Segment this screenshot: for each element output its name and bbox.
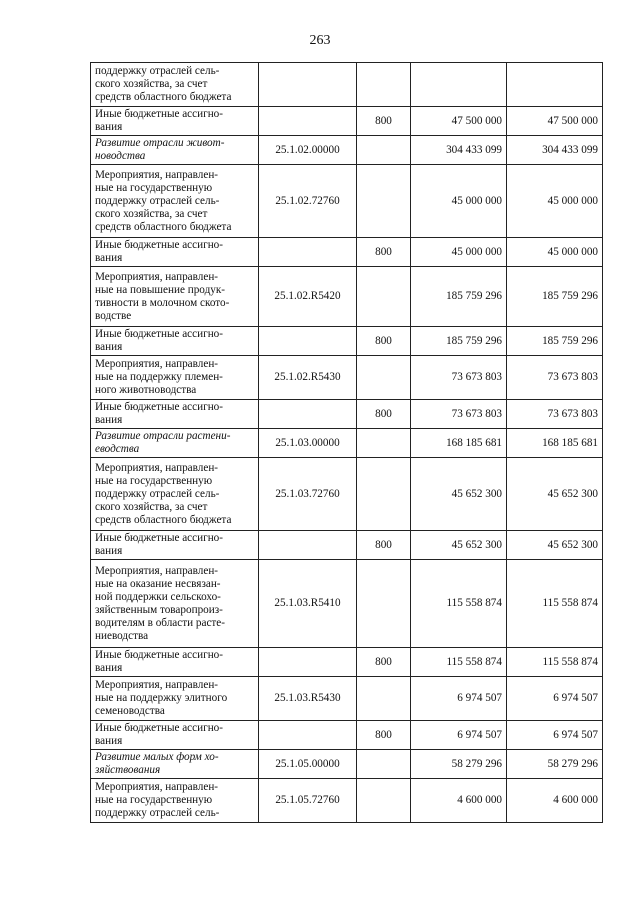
row-name-line: Развитие отрасли живот- bbox=[95, 137, 225, 149]
expense-type-cell bbox=[357, 458, 411, 531]
expense-type-cell: 800 bbox=[357, 238, 411, 267]
expense-type-cell: 800 bbox=[357, 531, 411, 560]
table-row bbox=[91, 400, 603, 429]
row-name-line: водителям в области расте- bbox=[95, 616, 225, 629]
amount-cell-1: 185 759 296 bbox=[411, 327, 507, 356]
amount-cell-2: 185 759 296 bbox=[507, 327, 603, 356]
expense-type-cell bbox=[357, 267, 411, 327]
table-row bbox=[91, 560, 603, 648]
row-name-line: вания bbox=[95, 341, 123, 353]
expense-type-cell bbox=[357, 750, 411, 779]
row-name-line: средств областного бюджета bbox=[95, 91, 232, 103]
row-name-line: ниеводства bbox=[95, 629, 149, 642]
row-name-line: Иные бюджетные ассигно- bbox=[95, 649, 223, 661]
row-name-cell bbox=[91, 458, 259, 531]
amount-cell-1: 168 185 681 bbox=[411, 429, 507, 458]
row-name-line: тивности в молочном ското- bbox=[95, 296, 230, 309]
amount-cell-1: 47 500 000 bbox=[411, 107, 507, 136]
table-row bbox=[91, 779, 603, 823]
amount-cell-1: 6 974 507 bbox=[411, 677, 507, 721]
table-row bbox=[91, 327, 603, 356]
row-name-cell bbox=[91, 107, 259, 136]
row-name-cell bbox=[91, 267, 259, 327]
row-name-cell bbox=[91, 531, 259, 560]
target-code-cell bbox=[259, 531, 357, 560]
row-name-line: ные на государственную bbox=[95, 474, 213, 487]
target-code-cell: 25.1.03.00000 bbox=[259, 429, 357, 458]
expense-type-cell: 800 bbox=[357, 721, 411, 750]
amount-cell-2: 73 673 803 bbox=[507, 356, 603, 400]
row-name-line: Мероприятия, направлен- bbox=[95, 781, 219, 793]
table-row bbox=[91, 238, 603, 267]
row-name-cell bbox=[91, 165, 259, 238]
row-name-line: Иные бюджетные ассигно- bbox=[95, 108, 223, 120]
row-name-cell bbox=[91, 356, 259, 400]
target-code-cell bbox=[259, 63, 357, 107]
row-name-line: поддержку отраслей сель- bbox=[95, 487, 220, 500]
table-row bbox=[91, 267, 603, 327]
row-name-cell bbox=[91, 327, 259, 356]
target-code-cell: 25.1.02.00000 bbox=[259, 136, 357, 165]
amount-cell-1: 45 652 300 bbox=[411, 458, 507, 531]
target-code-cell bbox=[259, 400, 357, 429]
row-name-line: ные на государственную bbox=[95, 794, 213, 806]
row-name-line: ского хозяйства, за счет bbox=[95, 78, 208, 90]
table-row bbox=[91, 750, 603, 779]
row-name-line: вания bbox=[95, 735, 123, 747]
amount-cell-2: 45 652 300 bbox=[507, 458, 603, 531]
amount-cell-2: 6 974 507 bbox=[507, 677, 603, 721]
amount-cell-2: 45 652 300 bbox=[507, 531, 603, 560]
expense-type-cell bbox=[357, 429, 411, 458]
amount-cell-2: 73 673 803 bbox=[507, 400, 603, 429]
amount-cell-1: 4 600 000 bbox=[411, 779, 507, 823]
row-name-cell bbox=[91, 136, 259, 165]
row-name-line: ского хозяйства, за счет bbox=[95, 500, 208, 513]
row-name-line: вания bbox=[95, 414, 123, 426]
row-name-line: Иные бюджетные ассигно- bbox=[95, 532, 223, 544]
row-name-line: Иные бюджетные ассигно- bbox=[95, 328, 223, 340]
row-name-line: Иные бюджетные ассигно- bbox=[95, 401, 223, 413]
row-name-line: вания bbox=[95, 252, 123, 264]
row-name-cell bbox=[91, 648, 259, 677]
row-name-line: зяйствования bbox=[95, 764, 161, 776]
row-name-line: Мероприятия, направлен- bbox=[95, 168, 219, 181]
target-code-cell bbox=[259, 648, 357, 677]
row-name-line: вания bbox=[95, 545, 123, 557]
row-name-line: Мероприятия, направлен- bbox=[95, 270, 219, 283]
amount-cell-1: 73 673 803 bbox=[411, 400, 507, 429]
row-name-line: Мероприятия, направлен- bbox=[95, 679, 219, 691]
expense-type-cell bbox=[357, 677, 411, 721]
target-code-cell: 25.1.03.R5430 bbox=[259, 677, 357, 721]
budget-table-body bbox=[91, 63, 603, 823]
amount-cell-1 bbox=[411, 63, 507, 107]
row-name-cell bbox=[91, 238, 259, 267]
row-name-cell bbox=[91, 721, 259, 750]
target-code-cell: 25.1.03.72760 bbox=[259, 458, 357, 531]
table-row bbox=[91, 63, 603, 107]
row-name-cell bbox=[91, 779, 259, 823]
expense-type-cell bbox=[357, 136, 411, 165]
row-name-cell bbox=[91, 677, 259, 721]
table-row bbox=[91, 136, 603, 165]
amount-cell-2 bbox=[507, 63, 603, 107]
table-row bbox=[91, 721, 603, 750]
target-code-cell: 25.1.02.R5420 bbox=[259, 267, 357, 327]
expense-type-cell: 800 bbox=[357, 648, 411, 677]
amount-cell-2: 58 279 296 bbox=[507, 750, 603, 779]
row-name-line: новодства bbox=[95, 150, 146, 162]
amount-cell-1: 45 000 000 bbox=[411, 165, 507, 238]
row-name-line: Иные бюджетные ассигно- bbox=[95, 722, 223, 734]
row-name-line: вания bbox=[95, 662, 123, 674]
expense-type-cell bbox=[357, 165, 411, 238]
amount-cell-2: 4 600 000 bbox=[507, 779, 603, 823]
amount-cell-1: 115 558 874 bbox=[411, 560, 507, 648]
table-row bbox=[91, 356, 603, 400]
row-name-line: Мероприятия, направлен- bbox=[95, 564, 219, 577]
table-row bbox=[91, 429, 603, 458]
amount-cell-1: 6 974 507 bbox=[411, 721, 507, 750]
row-name-cell bbox=[91, 560, 259, 648]
row-name-line: Мероприятия, направлен- bbox=[95, 461, 219, 474]
row-name-cell bbox=[91, 429, 259, 458]
row-name-line: ные на государственную bbox=[95, 181, 213, 194]
target-code-cell bbox=[259, 327, 357, 356]
table-row bbox=[91, 648, 603, 677]
amount-cell-2: 45 000 000 bbox=[507, 165, 603, 238]
row-name-cell bbox=[91, 63, 259, 107]
row-name-line: Развитие малых форм хо- bbox=[95, 751, 219, 763]
table-row bbox=[91, 677, 603, 721]
amount-cell-1: 45 000 000 bbox=[411, 238, 507, 267]
target-code-cell bbox=[259, 238, 357, 267]
target-code-cell: 25.1.02.R5430 bbox=[259, 356, 357, 400]
target-code-cell: 25.1.03.R5410 bbox=[259, 560, 357, 648]
row-name-line: ной поддержки сельскохо- bbox=[95, 590, 221, 603]
expense-type-cell bbox=[357, 63, 411, 107]
table-row bbox=[91, 531, 603, 560]
expense-type-cell: 800 bbox=[357, 400, 411, 429]
budget-table bbox=[90, 62, 603, 823]
row-name-line: зяйственным товаропроиз- bbox=[95, 603, 223, 616]
table-row bbox=[91, 107, 603, 136]
target-code-cell: 25.1.05.72760 bbox=[259, 779, 357, 823]
row-name-line: ные на оказание несвязан- bbox=[95, 577, 221, 590]
amount-cell-1: 185 759 296 bbox=[411, 267, 507, 327]
amount-cell-2: 45 000 000 bbox=[507, 238, 603, 267]
amount-cell-1: 115 558 874 bbox=[411, 648, 507, 677]
row-name-line: ные на повышение продук- bbox=[95, 283, 226, 296]
row-name-line: ные на поддержку элитного bbox=[95, 692, 228, 704]
row-name-line: поддержку отраслей сель- bbox=[95, 807, 220, 819]
row-name-cell bbox=[91, 750, 259, 779]
row-name-line: Иные бюджетные ассигно- bbox=[95, 239, 223, 251]
amount-cell-2: 115 558 874 bbox=[507, 560, 603, 648]
expense-type-cell bbox=[357, 356, 411, 400]
row-name-line: поддержку отраслей сель- bbox=[95, 194, 220, 207]
amount-cell-1: 304 433 099 bbox=[411, 136, 507, 165]
row-name-line: ского хозяйства, за счет bbox=[95, 207, 208, 220]
amount-cell-2: 168 185 681 bbox=[507, 429, 603, 458]
amount-cell-2: 115 558 874 bbox=[507, 648, 603, 677]
amount-cell-1: 73 673 803 bbox=[411, 356, 507, 400]
amount-cell-2: 304 433 099 bbox=[507, 136, 603, 165]
amount-cell-1: 45 652 300 bbox=[411, 531, 507, 560]
target-code-cell: 25.1.05.00000 bbox=[259, 750, 357, 779]
table-row bbox=[91, 458, 603, 531]
row-name-line: Развитие отрасли растени- bbox=[95, 430, 231, 442]
expense-type-cell: 800 bbox=[357, 107, 411, 136]
row-name-line: средств областного бюджета bbox=[95, 513, 232, 526]
expense-type-cell bbox=[357, 779, 411, 823]
row-name-line: водстве bbox=[95, 309, 132, 322]
page-number: 263 bbox=[309, 33, 331, 48]
row-name-line: семеноводства bbox=[95, 705, 165, 717]
expense-type-cell: 800 bbox=[357, 327, 411, 356]
expense-type-cell bbox=[357, 560, 411, 648]
row-name-line: еводства bbox=[95, 443, 140, 455]
row-name-line: средств областного бюджета bbox=[95, 220, 232, 233]
row-name-line: поддержку отраслей сель- bbox=[95, 65, 220, 77]
target-code-cell bbox=[259, 107, 357, 136]
row-name-cell bbox=[91, 400, 259, 429]
target-code-cell bbox=[259, 721, 357, 750]
amount-cell-2: 185 759 296 bbox=[507, 267, 603, 327]
row-name-line: вания bbox=[95, 121, 123, 133]
row-name-line: Мероприятия, направлен- bbox=[95, 358, 219, 370]
amount-cell-2: 47 500 000 bbox=[507, 107, 603, 136]
amount-cell-2: 6 974 507 bbox=[507, 721, 603, 750]
row-name-line: ные на поддержку племен- bbox=[95, 371, 223, 383]
target-code-cell: 25.1.02.72760 bbox=[259, 165, 357, 238]
amount-cell-1: 58 279 296 bbox=[411, 750, 507, 779]
table-row bbox=[91, 165, 603, 238]
row-name-line: ного животноводства bbox=[95, 384, 197, 396]
